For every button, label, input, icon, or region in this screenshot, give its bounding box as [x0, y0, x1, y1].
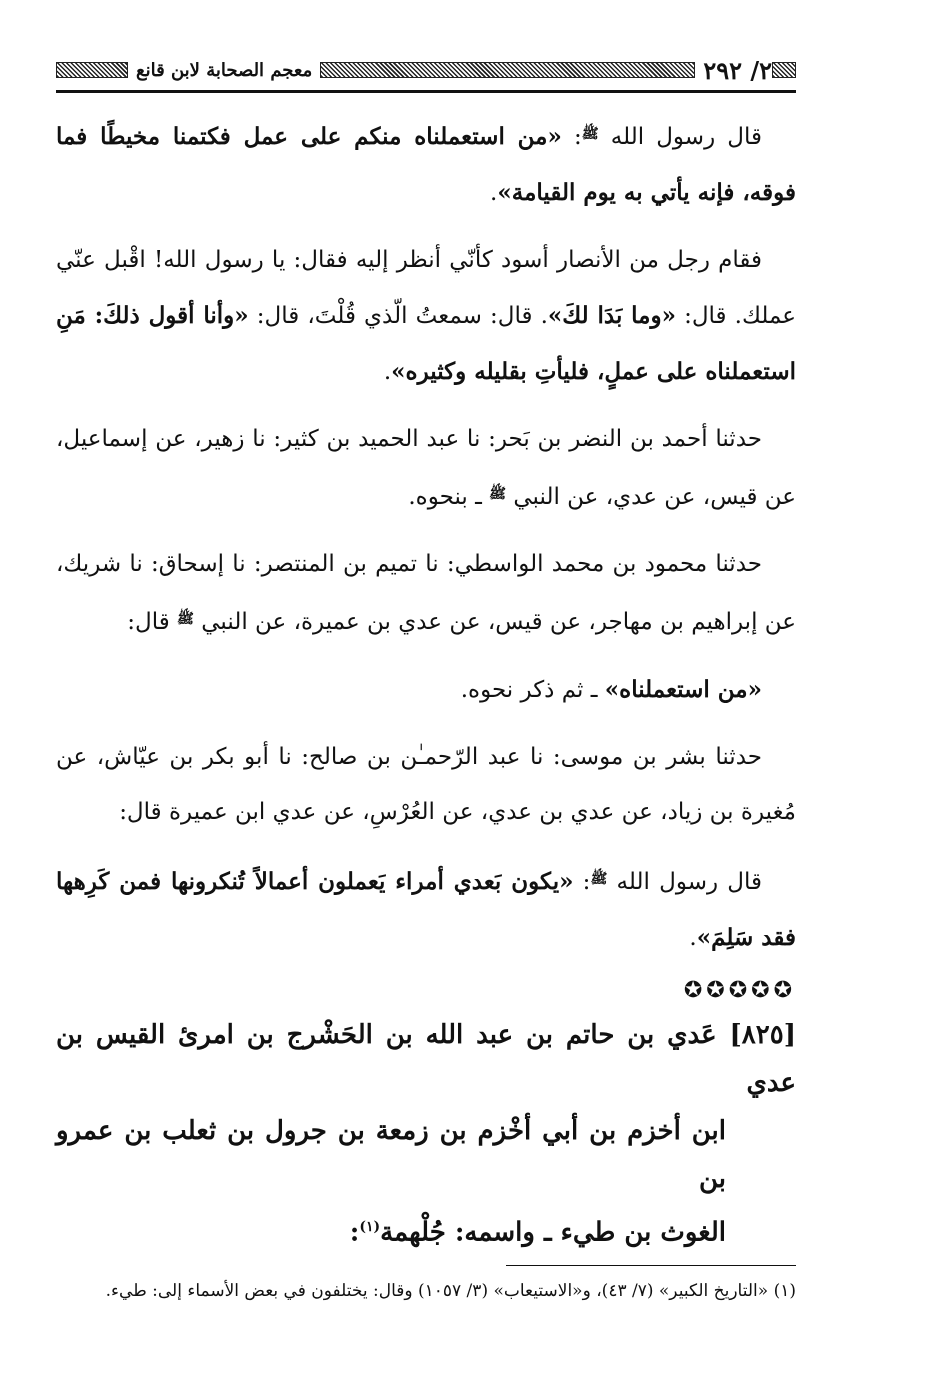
hadith-quote: «وأنا أقول ذلكَ: مَنِ استعملناه على عملٍ، فليأتِ بقليله وكثيره» — [56, 302, 796, 385]
page-number: ٢/ ٢٩٢ — [703, 55, 772, 85]
header-ornament-left — [56, 62, 128, 78]
running-header — [56, 52, 796, 88]
book-title: معجم الصحابة لابن قانع — [136, 59, 313, 81]
section-separator: ✪✪✪✪✪ — [683, 978, 796, 1003]
salawat-symbol: ﷺ — [581, 126, 599, 142]
salawat-symbol: ﷺ — [489, 486, 507, 502]
main-text — [56, 107, 796, 1257]
salawat-symbol: ﷺ — [590, 871, 608, 887]
header-ornament-middle — [320, 62, 695, 78]
header-ornament-right — [772, 62, 796, 78]
paragraph-1: قال رسول الله $^ﷺ$: «من استعملناه منكم على عمل فكتمنا مخيطًا فما فوقه، فإنه يأتي به يوم القيامة». — [56, 123, 796, 206]
hadith-quote: «من استعملناه منكم على عمل فكتمنا مخيطًا فما فوقه، فإنه يأتي به يوم القيامة» — [56, 123, 796, 206]
hadith-quote: «يكون بَعدي أمراء يَعملون أعمالاً تُنكرونها فمن كَرِهها فقد سَلِمَ» — [56, 868, 796, 951]
paragraph-6: حدثنا بشر بن موسى: نا عبد الرّحمـٰن بن صالح: نا أبو بكر بن عيّاش، عن مُغيرة بن زياد، عن عدي بن عدي، عن العُرْسِ، عن عدي ابن عميرة قال: — [56, 744, 796, 825]
salawat-symbol: ﷺ — [177, 611, 194, 627]
hadith-quote: «وما بَدَا لكَ» — [547, 302, 676, 329]
biography-entry-heading: [٨٢٥] عَدي بن حاتم بن عبد الله بن الحَشْرج بن امرئ القيس بن عدي ابن أخزم بن أبي أخْزم بن زمعة بن جرول بن ثعلب بن عمرو بن الغوث بن طيء ـ واسمه: جُلْهمة$^{(١)}$: — [56, 1020, 796, 1248]
paragraph-5: «من استعملناه» ـ ثم ذكر نحوه. — [460, 676, 762, 703]
paragraph-3: حدثنا أحمد بن النضر بن بَحر: نا عبد الحميد بن كثير: نا زهير، عن إسماعيل، عن قيس، عن عدي، عن النبي $^ﷺ$ ـ بنحوه. — [56, 426, 796, 510]
page — [56, 52, 796, 1308]
hadith-quote: «من استعملناه» — [604, 676, 762, 703]
footnote-marker: (١) — [359, 1219, 381, 1235]
footnote: (١) «التاريخ الكبير» (٧/ ٤٣)، و«الاستيعاب» (٣/ ١٠٥٧) وقال: يختلفون في بعض الأسماء إلى: طيء. — [105, 1280, 796, 1301]
header-rule — [56, 90, 796, 93]
paragraph-7: قال رسول الله $^ﷺ$: «يكون بَعدي أمراء يَعملون أعمالاً تُنكرونها فمن كَرِهها فقد سَلِمَ». — [56, 868, 796, 951]
paragraph-2: فقام رجل من الأنصار أسود كأنّي أنظر إليه فقال: يا رسول الله! اقْبل عنّي عملك. قال: «وما بَدَا لكَ». قال: سمعتُ الّذي قُلْتَ، قال: «وأنا أقول ذلكَ: مَنِ استعملناه على عملٍ، فليأتِ بقليله وكثيره». — [56, 247, 796, 385]
footnote-rule — [506, 1265, 796, 1266]
paragraph-4: حدثنا محمود بن محمد الواسطي: نا تميم بن المنتصر: نا إسحاق: نا شريك، عن إبراهيم بن مهاجر، عن قيس، عن عدي بن عميرة، عن النبي $^ﷺ$ قال: — [56, 551, 796, 635]
